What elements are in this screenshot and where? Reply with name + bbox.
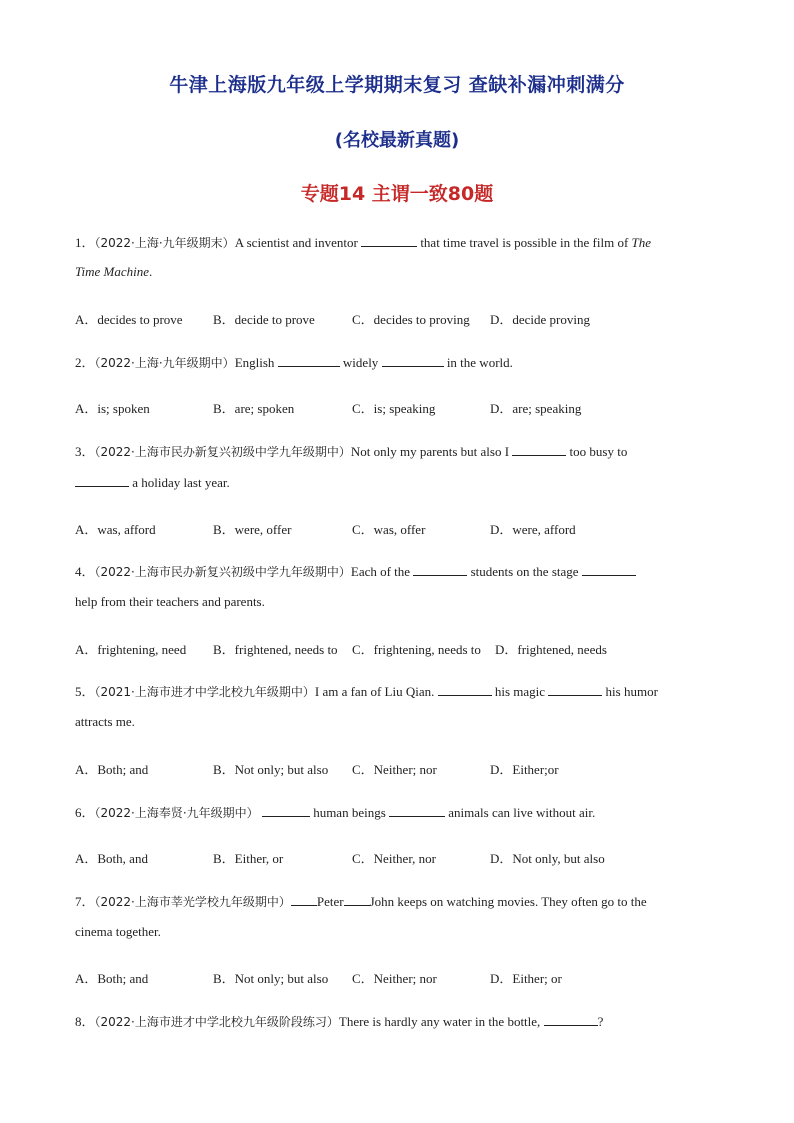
question-text: in the world. xyxy=(446,355,513,370)
option-c[interactable]: C．Neither; nor xyxy=(352,971,437,986)
question-text: animals can live without air. xyxy=(448,805,596,820)
question-source: （2022·上海·九年级期中） xyxy=(94,356,235,370)
answer-blank[interactable] xyxy=(291,893,317,906)
question-5 xyxy=(75,683,735,700)
answer-blank[interactable] xyxy=(75,474,129,487)
option-d[interactable]: D．were, afford xyxy=(490,522,576,537)
question-text: John keeps on watching movies. They often go to the xyxy=(369,894,647,909)
question-text: There is hardly any water in the bottle, xyxy=(338,1014,541,1029)
option-d[interactable]: D．are; speaking xyxy=(490,401,582,416)
doc-topic: 专题14 主谓一致80题 xyxy=(300,183,494,205)
question-5-cont xyxy=(75,714,735,730)
question-number: 2． xyxy=(75,355,95,370)
question-source: （2022·上海市民办新复兴初级中学九年级期中） xyxy=(94,565,351,579)
option-a[interactable]: A．frightening, need xyxy=(75,642,187,657)
option-b[interactable]: B．Not only; but also xyxy=(213,762,329,777)
option-a[interactable]: A．decides to prove xyxy=(75,312,183,327)
answer-blank[interactable] xyxy=(413,563,467,576)
question-7 xyxy=(75,893,735,910)
question-source: （2022·上海市莘光学校九年级期中） xyxy=(94,895,291,909)
question-text-italic: Time Machine xyxy=(75,264,150,279)
question-text: Not only my parents but also I xyxy=(350,444,510,459)
question-text: human beings xyxy=(313,805,386,820)
question-text: ? xyxy=(597,1014,604,1029)
question-number: 1． xyxy=(75,235,95,250)
question-text: too busy to xyxy=(569,444,628,459)
question-number: 4． xyxy=(75,564,95,579)
question-text-italic: The xyxy=(631,235,652,250)
option-b[interactable]: B．Either, or xyxy=(213,851,284,866)
question-source: （2021·上海市进才中学北校九年级期中） xyxy=(94,685,315,699)
answer-blank[interactable] xyxy=(389,804,445,817)
answer-blank[interactable] xyxy=(344,893,370,906)
option-c[interactable]: C．frightening, needs to xyxy=(352,642,481,657)
option-b[interactable]: B．were, offer xyxy=(213,522,292,537)
question-text: attracts me. xyxy=(75,714,135,729)
question-text: his magic xyxy=(494,684,546,699)
answer-blank[interactable] xyxy=(438,683,492,696)
question-text: A scientist and inventor xyxy=(234,235,358,250)
option-a[interactable]: A．was, afford xyxy=(75,522,156,537)
option-d[interactable]: D．Either;or xyxy=(490,762,559,777)
option-a[interactable]: A．Both; and xyxy=(75,762,149,777)
question-number: 7． xyxy=(75,894,95,909)
question-6 xyxy=(75,804,735,821)
option-a[interactable]: A．Both; and xyxy=(75,971,149,986)
question-3-cont xyxy=(75,474,735,491)
option-b[interactable]: B．Not only; but also xyxy=(213,971,329,986)
answer-blank[interactable] xyxy=(361,234,417,247)
answer-blank[interactable] xyxy=(278,354,340,367)
option-a[interactable]: A．Both, and xyxy=(75,851,148,866)
question-3 xyxy=(75,443,735,460)
question-4 xyxy=(75,563,735,580)
question-number: 8． xyxy=(75,1014,95,1029)
option-c[interactable]: C．is; speaking xyxy=(352,401,436,416)
option-c[interactable]: C．Neither; nor xyxy=(352,762,437,777)
option-d[interactable]: D．frightened, needs xyxy=(495,642,607,657)
option-d[interactable]: D．Either; or xyxy=(490,971,562,986)
option-b[interactable]: B．decide to prove xyxy=(213,312,315,327)
question-4-cont xyxy=(75,594,735,610)
question-number: 6． xyxy=(75,805,95,820)
question-text: widely xyxy=(342,355,379,370)
question-text: Peter xyxy=(316,894,344,909)
question-text: his humor xyxy=(605,684,658,699)
question-source: （2022·上海奉贤·九年级期中） xyxy=(94,806,259,820)
answer-blank[interactable] xyxy=(548,683,602,696)
question-text: . xyxy=(149,264,153,279)
question-1 xyxy=(75,234,735,251)
question-source: （2022·上海·九年级期末） xyxy=(94,236,235,250)
question-source: （2022·上海市民办新复兴初级中学九年级期中） xyxy=(94,445,351,459)
question-text: English xyxy=(234,355,275,370)
doc-subtitle: (名校最新真题) xyxy=(334,130,460,151)
option-d[interactable]: D．Not only, but also xyxy=(490,851,605,866)
question-text: that time travel is possible in the film of xyxy=(420,235,629,250)
question-1-cont xyxy=(75,264,735,280)
answer-blank[interactable] xyxy=(382,354,444,367)
question-source: （2022·上海市进才中学北校九年级阶段练习） xyxy=(94,1015,339,1029)
question-number: 5． xyxy=(75,684,95,699)
question-text: cinema together. xyxy=(75,924,161,939)
question-text: Each of the xyxy=(350,564,411,579)
option-b[interactable]: B．are; spoken xyxy=(213,401,295,416)
option-c[interactable]: C．was, offer xyxy=(352,522,426,537)
option-c[interactable]: C．Neither, nor xyxy=(352,851,436,866)
question-number: 3． xyxy=(75,444,95,459)
option-b[interactable]: B．frightened, needs to xyxy=(213,642,338,657)
option-a[interactable]: A．is; spoken xyxy=(75,401,150,416)
question-text: I am a fan of Liu Qian. xyxy=(314,684,435,699)
question-2 xyxy=(75,354,735,371)
answer-blank[interactable] xyxy=(582,563,636,576)
question-text: a holiday last year. xyxy=(132,475,230,490)
option-c[interactable]: C．decides to proving xyxy=(352,312,470,327)
answer-blank[interactable] xyxy=(262,804,310,817)
question-8 xyxy=(75,1013,735,1030)
answer-blank[interactable] xyxy=(544,1013,598,1026)
option-d[interactable]: D．decide proving xyxy=(490,312,591,327)
doc-title: 牛津上海版九年级上学期期末复习 查缺补漏冲刺满分 xyxy=(169,74,625,96)
question-text: help from their teachers and parents. xyxy=(75,594,265,609)
answer-blank[interactable] xyxy=(512,443,566,456)
question-text: students on the stage xyxy=(470,564,579,579)
question-7-cont xyxy=(75,924,735,940)
